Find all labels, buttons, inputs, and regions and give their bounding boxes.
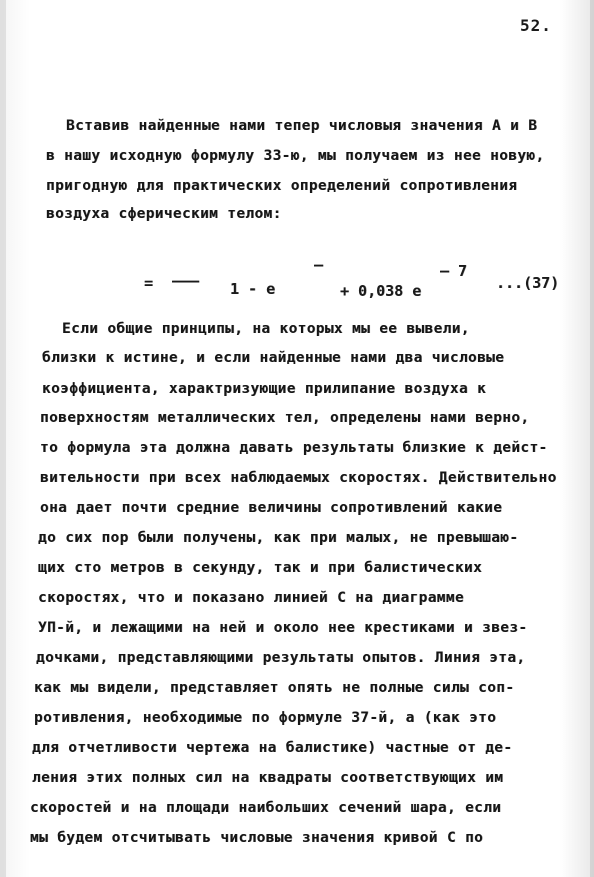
scan-edge-right: [590, 0, 594, 877]
formula-exponent-dash: –: [314, 256, 324, 274]
text-line: скоростей и на площади наибольших сечений шара, если: [30, 800, 502, 816]
formula-equals: =: [144, 274, 154, 292]
text-line: дочками, представляющими результаты опытов. Линия эта,: [36, 650, 526, 666]
formula-number: ...(37): [496, 274, 560, 292]
text-line: скоростях, что и показано линией С на диаграмме: [38, 590, 465, 606]
text-line: как мы видели, представляет опять не полные силы соп-: [34, 680, 515, 696]
text-line: ротивления, необходимые по формуле 37-й, а (как это: [34, 710, 497, 726]
text-line: Вставив найденные нами тепер числовыя значения А и В: [66, 118, 538, 134]
text-line: до сих пор были получены, как при малых, не превышаю-: [38, 530, 519, 546]
text-line: вительности при всех наблюдаемых скоростях. Действительно: [40, 470, 557, 486]
formula-term-1: 1 - e: [230, 280, 276, 298]
text-line: щих сто метров в секунду, так и при балистических: [38, 560, 483, 576]
formula-exponent: – 7: [440, 262, 468, 280]
formula-37: [0, 258, 594, 308]
text-line: она дает почти средние величины сопротивлений какие: [40, 500, 503, 516]
text-line: коэффициента, характризующие прилипание воздуха к: [42, 381, 487, 397]
text-line: УП-й, и лежащими на ней и около нее крестиками и звез-: [38, 620, 528, 636]
text-line: воздуха сферическим телом:: [46, 206, 282, 222]
text-line: то формула эта должна давать результаты близкие к дейст-: [40, 440, 548, 456]
text-line: Если общие принципы, на которых мы ее вывели,: [62, 321, 470, 337]
text-line: ления этих полных сил на квадраты соответствующих им: [32, 770, 504, 786]
text-line: поверхностям металлических тел, определены нами верно,: [40, 410, 530, 426]
formula-fraction-bar: ———: [172, 272, 200, 290]
text-line: близки к истине, и если найденные нами два числовые: [42, 350, 505, 366]
scan-edge-left: [0, 0, 6, 877]
text-line: в нашу исходную формулу 33-ю, мы получаем из нее новую,: [46, 148, 545, 164]
text-line: мы будем отсчитывать числовые значения кривой С по: [30, 830, 484, 846]
text-line: пригодную для практических определений сопротивления: [46, 178, 518, 194]
formula-term-2: + 0,038 e: [340, 282, 422, 300]
page-number: 52.: [520, 16, 552, 35]
text-line: для отчетливости чертежа на балистике) частные от де-: [32, 740, 513, 756]
